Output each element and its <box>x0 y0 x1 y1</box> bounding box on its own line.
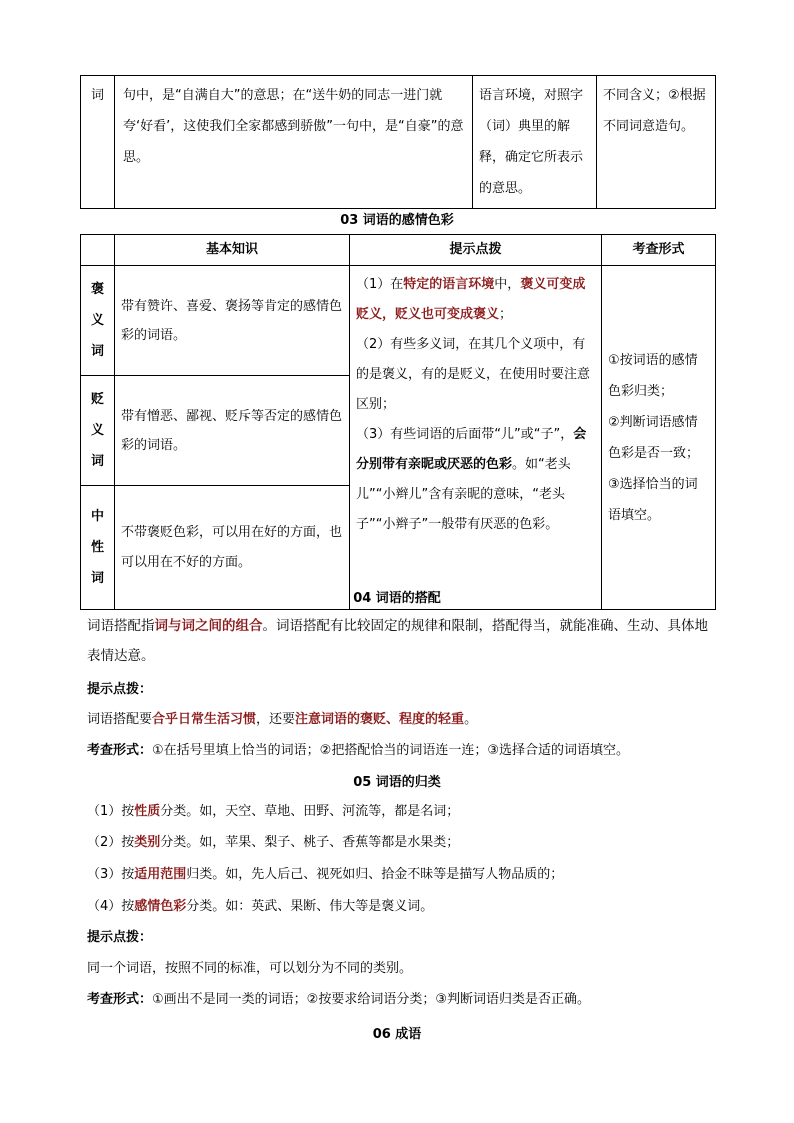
list-item: （2）按类别分类。如，苹果、梨子、桃子、香蕉等都是水果类； <box>87 835 460 850</box>
row-label-cell <box>81 76 115 209</box>
header-forms: 考查形式 <box>602 235 716 266</box>
section-title-05: 05 词语的归类 <box>353 775 441 790</box>
tip-paragraph-2: （2）有些多义词，在其几个义项中，有的是褒义，有的是贬义，在使用时要注意区别； <box>356 337 591 412</box>
label-commendatory: 褒 义 词 <box>81 266 115 376</box>
knowledge-text: 句中，是“自满自大”的意思；在“送牛奶的同志一进门就夸‘好看’，这使我们全家都感到骄傲”一句中，是“自豪”的意思。 <box>123 88 464 165</box>
tip-highlight-1: 特定的语言环境 <box>403 277 495 292</box>
collocation-definition: 词语搭配指词与词之间的组合。词语搭配有比较固定的规律和限制，搭配得当，就能准确、生动、具体地表情达意。 <box>87 618 708 664</box>
header-basic-knowledge: 基本知识 <box>115 235 350 266</box>
list-item: （3）按适用范围归类。如，先人后己、视死如归、拾金不昧等是描写人物品质的； <box>87 867 564 882</box>
text-neutral: 不带褒贬色彩，可以用在好的方面，也可以用在不好的方面。 <box>115 486 350 610</box>
collocation-forms: 考查形式：①在括号里填上恰当的词语；②把搭配恰当的词语连一连；③选择合适的词语填空。 <box>87 743 629 758</box>
highlight-word-combination: 词与词之间的组合 <box>154 618 263 634</box>
form-item: ③选择恰当的词语填空。 <box>608 476 698 523</box>
form-item: ①按词语的感情色彩归类； <box>608 352 698 399</box>
highlight-attention: 注意词语的褒贬、程度的轻重 <box>295 712 465 727</box>
classification-tip: 同一个词语，按照不同的标准，可以划分为不同的类别。 <box>87 961 413 976</box>
table-row <box>81 76 716 209</box>
tip-highlight-2: 褒义可变成贬义，贬义也可变成褒义 <box>356 277 586 322</box>
text-commendatory: 带有赞许、喜爱、褒扬等肯定的感情色彩的词语。 <box>115 266 350 376</box>
tips-cell: （1）在特定的语言环境中，褒义可变成贬义，贬义也可变成褒义； （2）有些多义词，在其几个义项中，有的是褒义，有的是贬义，在使用时要注意区别； （3）有些词语的后面带“儿”或“子”，会分别带有亲昵或厌恶的色彩。如“老头儿”“小辫儿”含有亲昵的意味，“老头子”“小辫子”一般带有厌恶的色彩。 <box>350 266 602 610</box>
highlight-habit: 合乎日常生活习惯 <box>152 712 257 727</box>
row-label: 词 <box>90 88 104 103</box>
tip-label: 提示点拨： <box>87 930 153 945</box>
table-header-row <box>81 235 716 266</box>
section-title-03: 03 词语的感情色彩 <box>340 213 454 228</box>
label-neutral: 中 性 词 <box>81 486 115 610</box>
knowledge-cell <box>115 76 473 209</box>
tip-label: 提示点拨： <box>87 682 153 697</box>
header-empty <box>81 235 115 266</box>
text-derogatory: 带有憎恶、鄙视、贬斥等否定的感情色彩的词语。 <box>115 376 350 486</box>
forms-cell <box>602 266 716 610</box>
form-cell <box>597 76 716 209</box>
table-row-commendatory <box>81 266 716 376</box>
tip-highlight-3: 会分别带有亲昵或厌恶的色彩 <box>356 427 587 472</box>
form-item: ②判断词语感情色彩是否一致； <box>608 414 700 461</box>
tip-text: 语言环境，对照字（词）典里的解释，确定它所表示的意思。 <box>479 88 584 196</box>
emotion-color-table <box>80 234 716 610</box>
classification-forms: 考查形式：①画出不是同一类的词语；②按要求给词语分类；③判断词语归类是否正确。 <box>87 992 590 1007</box>
section-title-06: 06 成语 <box>372 1027 422 1042</box>
continuation-table <box>80 75 716 209</box>
label-derogatory: 贬 义 词 <box>81 376 115 486</box>
header-tips: 提示点拨 <box>350 235 602 266</box>
list-item: （4）按感情色彩分类。如：英武、果断、伟大等是褒义词。 <box>87 899 434 914</box>
tip-cell <box>473 76 597 209</box>
form-text: 不同含义；②根据不同词意造句。 <box>603 88 706 134</box>
list-item: （1）按性质分类。如，天空、草地、田野、河流等，都是名词； <box>87 804 460 819</box>
section-title-04: 04 词语的搭配 <box>353 591 441 606</box>
collocation-tip: 词语搭配要合乎日常生活习惯，还要注意词语的褒贬、程度的轻重。 <box>87 712 478 727</box>
